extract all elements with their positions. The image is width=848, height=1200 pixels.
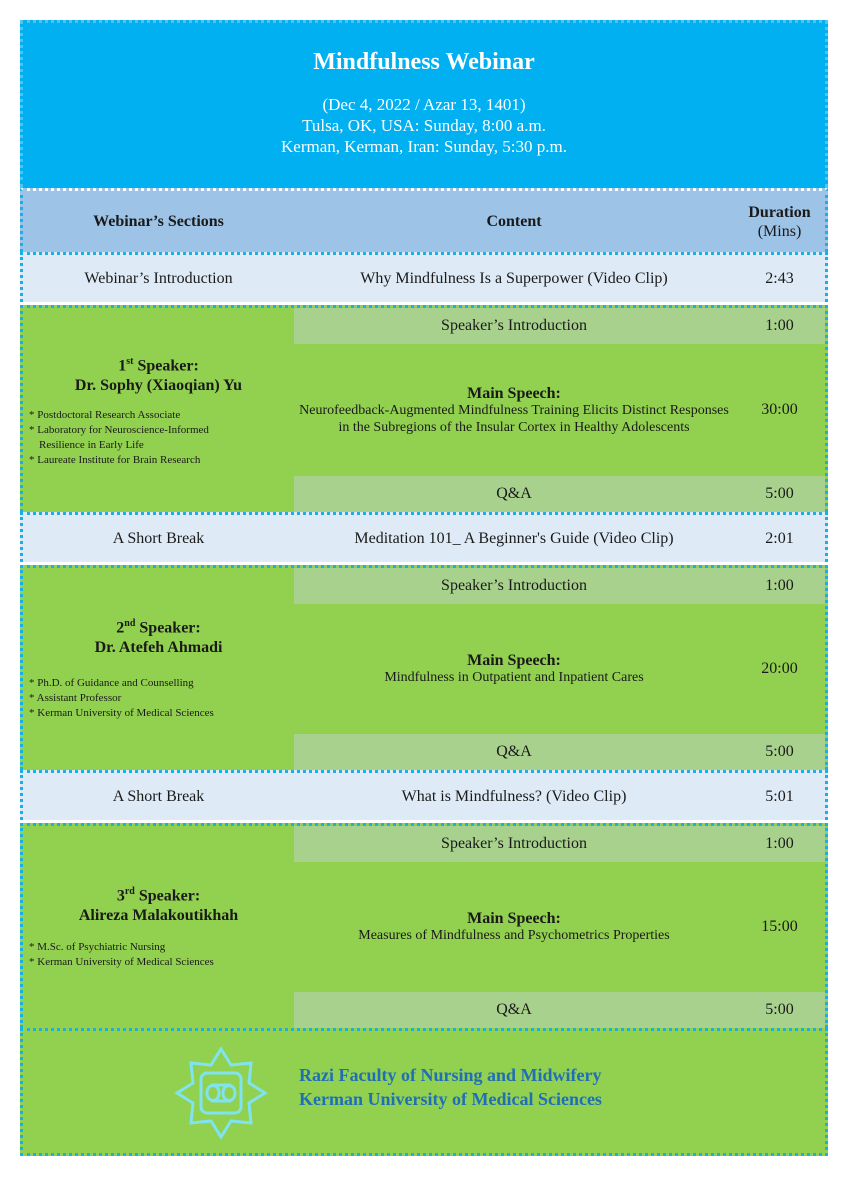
speaker3-qa-label: Q&A — [496, 1001, 532, 1018]
speaker2-intro-label: Speaker’s Introduction — [441, 577, 587, 594]
speaker1-main-speech — [294, 385, 734, 436]
speaker2-bullet: * Assistant Professor — [29, 692, 122, 704]
speaker3-bullets — [29, 940, 289, 970]
speaker2-ordinal-suffix: nd — [124, 618, 136, 629]
speaker1-main-text: Neurofeedback-Augmented Mindfulness Training Elicits Distinct Responses in the Subregions of the Insular Cortex in Healthy Adolescents — [299, 402, 729, 435]
speaker2-bullet: * Kerman University of Medical Sciences — [29, 707, 214, 719]
speaker1-ordinal-suffix: st — [126, 356, 134, 367]
faculty-name: Razi Faculty of Nursing and Midwifery — [299, 1065, 602, 1085]
webinar-title: Mindfulness Webinar — [313, 49, 535, 75]
speaker1-bullet: * Postdoctoral Research Associate — [29, 409, 181, 421]
speaker1-main-row — [294, 344, 825, 476]
intro-content: Why Mindfulness Is a Superpower (Video Clip) — [360, 269, 668, 287]
speaker1-main-duration: 30:00 — [761, 401, 798, 418]
speaker2-block — [20, 565, 828, 770]
speaker1-intro-label: Speaker’s Introduction — [441, 317, 587, 334]
speaker1-intro-row — [294, 308, 825, 344]
speaker1-qa-duration: 5:00 — [765, 485, 794, 502]
speaker3-title — [23, 882, 294, 926]
speaker3-ordinal: 3 — [116, 887, 125, 905]
break1-section: A Short Break — [112, 529, 205, 547]
break2-duration: 5:01 — [765, 787, 794, 805]
speaker3-ordinal-suffix: rd — [124, 886, 135, 897]
speaker3-block — [20, 823, 828, 1028]
speaker1-main-heading: Main Speech: — [467, 384, 561, 402]
speaker1-bullets — [29, 408, 289, 468]
speaker2-intro-duration: 1:00 — [765, 577, 794, 594]
speaker1-qa-row — [294, 476, 825, 512]
duration-column-header — [734, 203, 825, 241]
speaker2-bullet: * Ph.D. of Guidance and Counselling — [29, 677, 194, 689]
speaker2-qa-row — [294, 734, 825, 770]
break1-content: Meditation 101_ A Beginner's Guide (Video Clip) — [354, 529, 674, 547]
break2-content: What is Mindfulness? (Video Clip) — [401, 787, 627, 805]
break2-row — [20, 770, 828, 820]
speaker3-qa-row — [294, 992, 825, 1028]
speaker3-main-row — [294, 862, 825, 992]
speaker1-name: Dr. Sophy (Xiaoqian) Yu — [74, 377, 243, 395]
speaker2-main-text: Mindfulness in Outpatient and Inpatient Cares — [384, 670, 644, 685]
speaker3-main-speech — [294, 910, 734, 944]
speaker2-ordinal: 2 — [116, 619, 125, 637]
speaker3-main-duration: 15:00 — [761, 918, 798, 935]
intro-row — [20, 252, 828, 302]
speaker3-name: Alireza Malakoutikhah — [78, 907, 239, 925]
table-header — [20, 188, 828, 252]
speaker1-block — [20, 305, 828, 512]
speaker1-bullet: * Laureate Institute for Brain Research — [29, 454, 201, 466]
speaker2-name: Dr. Atefeh Ahmadi — [94, 639, 223, 657]
speaker3-intro-label: Speaker’s Introduction — [441, 835, 587, 852]
speaker2-qa-duration: 5:00 — [765, 743, 794, 760]
speaker3-main-heading: Main Speech: — [467, 910, 561, 927]
intro-duration: 2:43 — [765, 269, 794, 287]
speaker1-bullet: * Laboratory for Neuroscience-Informed — [29, 424, 209, 436]
kerman-time-line: Kerman, Kerman, Iran: Sunday, 5:30 p.m. — [281, 137, 567, 156]
university-logo-icon — [173, 1045, 269, 1141]
sections-column-header: Webinar’s Sections — [93, 212, 224, 230]
speaker1-qa-label: Q&A — [496, 485, 532, 502]
speaker2-main-heading: Main Speech: — [467, 652, 561, 669]
speaker2-main-speech — [294, 652, 734, 686]
speaker1-label: Speaker: — [133, 357, 199, 375]
speaker2-label: Speaker: — [135, 619, 201, 637]
speaker3-qa-duration: 5:00 — [765, 1001, 794, 1018]
break1-duration: 2:01 — [765, 529, 794, 547]
speaker1-ordinal: 1 — [118, 357, 127, 375]
speaker3-intro-duration: 1:00 — [765, 835, 794, 852]
date-line: (Dec 4, 2022 / Azar 13, 1401) — [322, 95, 526, 114]
speaker2-bullets — [29, 676, 289, 721]
intro-section: Webinar’s Introduction — [84, 269, 233, 287]
speaker1-title — [23, 352, 294, 396]
speaker2-intro-row — [294, 568, 825, 604]
break2-section: A Short Break — [112, 787, 205, 805]
speaker3-main-text: Measures of Mindfulness and Psychometrics Properties — [358, 928, 670, 943]
speaker2-title — [23, 614, 294, 658]
university-name: Kerman University of Medical Sciences — [299, 1089, 602, 1109]
speaker2-main-row — [294, 604, 825, 734]
duration-title: Duration — [748, 203, 811, 221]
speaker3-label: Speaker: — [134, 887, 201, 905]
tulsa-time-line: Tulsa, OK, USA: Sunday, 8:00 a.m. — [302, 116, 546, 135]
program-sheet — [20, 20, 828, 1156]
speaker3-bullet: * M.Sc. of Psychiatric Nursing — [29, 941, 166, 953]
speaker3-intro-row — [294, 826, 825, 862]
speaker1-intro-duration: 1:00 — [765, 317, 794, 334]
content-column-header: Content — [486, 212, 542, 230]
speaker2-qa-label: Q&A — [496, 743, 532, 760]
break1-row — [20, 512, 828, 562]
webinar-header — [20, 20, 828, 188]
organizer-footer — [20, 1028, 828, 1156]
speaker3-bullet: * Kerman University of Medical Sciences — [29, 956, 214, 968]
speaker2-main-duration: 20:00 — [761, 660, 798, 677]
duration-unit: (Mins) — [757, 222, 802, 240]
speaker1-bullet: Resilience in Early Life — [39, 439, 144, 451]
